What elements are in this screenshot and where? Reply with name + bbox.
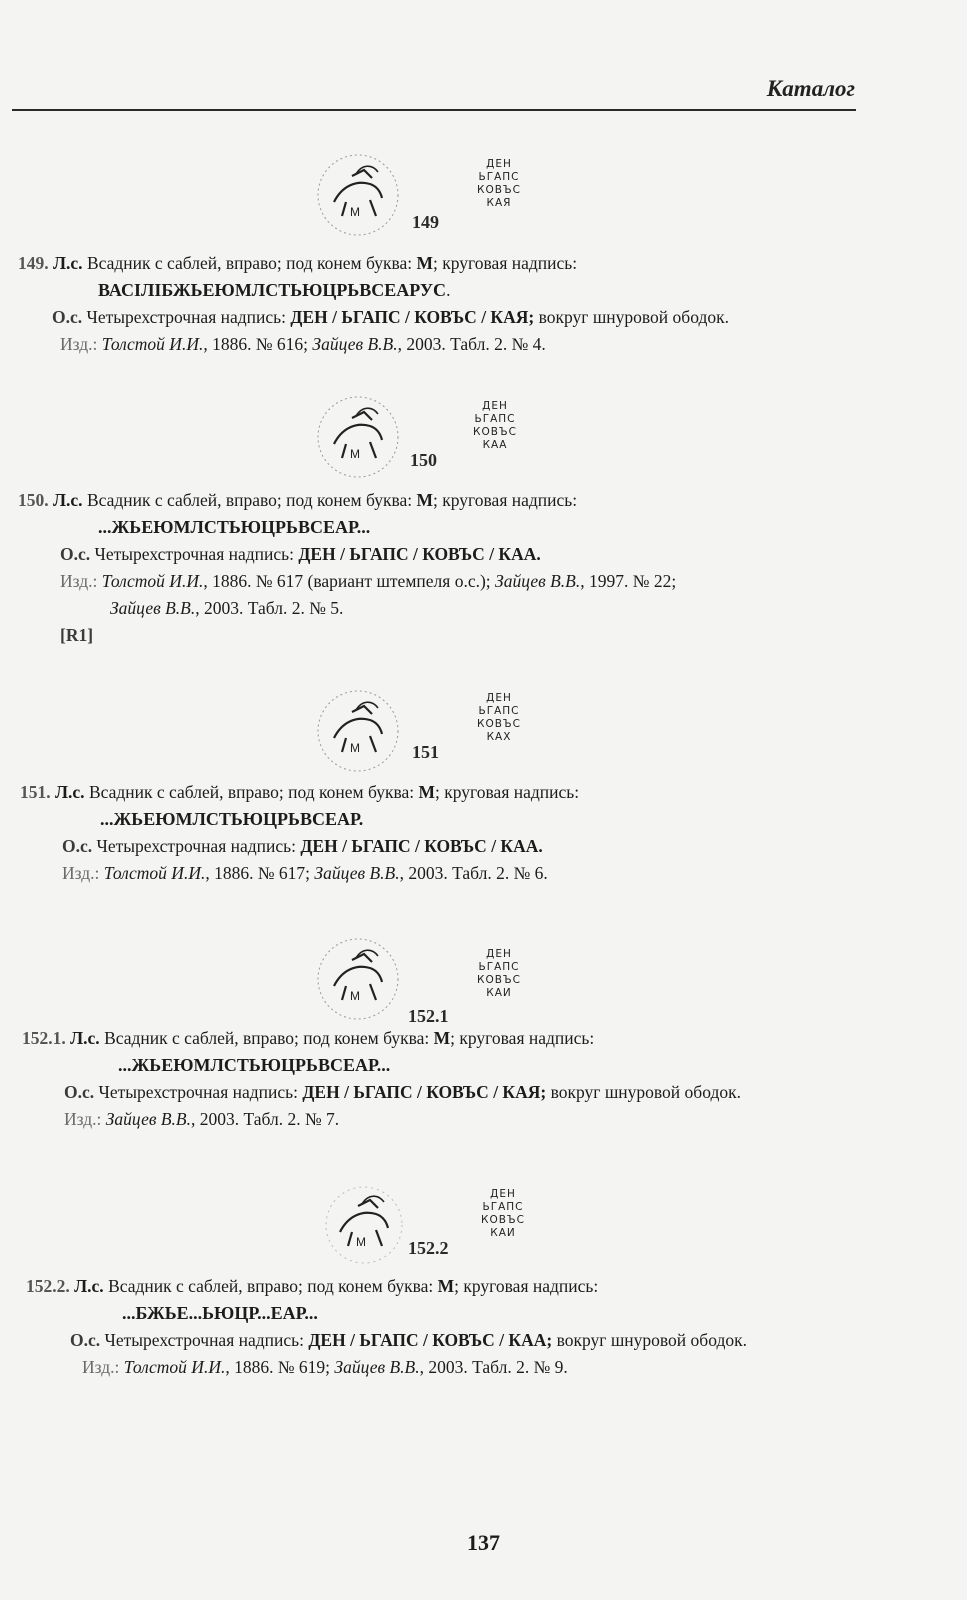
coin-reverse-line: ЬГАПС <box>482 1201 524 1213</box>
obverse-letter: М <box>433 1028 451 1048</box>
rarity-badge: [R1] <box>60 625 94 645</box>
obverse-letter: М <box>418 782 436 802</box>
reference-details: , 2003. Табл. 2. № 7. <box>190 1109 340 1129</box>
figure-number: 149 <box>412 212 439 232</box>
obverse-label: Л.с. <box>70 1028 100 1048</box>
reference-details: , 1886. № 617 (вариант штемпеля о.с.); <box>203 571 496 591</box>
reverse-label: О.с. <box>64 1082 95 1102</box>
coin-obverse-drawing <box>312 150 404 240</box>
reference-details: , 2003. Табл. 2. № 6. <box>399 863 548 883</box>
obverse-description: Всадник с саблей, вправо; под конем буква: <box>82 253 417 273</box>
coin-reverse-drawing <box>460 400 530 452</box>
reverse-description-tail: вокруг шнуровой ободок. <box>534 307 729 327</box>
coin-reverse-drawing <box>464 158 534 210</box>
coin-reverse-line: ЬГАПС <box>478 961 520 973</box>
entry-rarity-line <box>18 622 676 649</box>
catalog-entry-150 <box>18 487 676 649</box>
obverse-label: Л.с. <box>53 253 83 273</box>
reference-author: Зайцев В.В. <box>312 334 398 354</box>
publication-label: Изд.: <box>82 1357 120 1377</box>
legend-text: ВАСІЛІБЖЬЕЮМЛСТЬЮЦРЬВСЕАРУС <box>98 280 447 300</box>
figure-number: 151 <box>412 742 439 762</box>
reference-author: Зайцев В.В. <box>110 598 196 618</box>
coin-obverse-drawing <box>318 1180 410 1270</box>
legend-text: ...БЖЬЕ...ЬЮЦР...ЕАР... <box>122 1303 318 1323</box>
coin-obverse-drawing <box>312 392 404 482</box>
entry-reverse-line <box>18 304 729 331</box>
reference-author: Толстой И.И. <box>101 334 204 354</box>
entry-legend-line <box>26 1300 747 1327</box>
page-number: 137 <box>467 1530 500 1555</box>
svg-text:M: M <box>350 447 360 461</box>
coin-obverse-drawing <box>312 934 404 1024</box>
coin-reverse-line: ДЕН <box>486 692 512 704</box>
legend-text: ...ЖЬЕЮМЛСТЬЮЦРЬВСЕАР... <box>98 517 371 537</box>
obverse-letter: М <box>416 490 434 510</box>
figure-number: 150 <box>410 450 437 470</box>
publication-label: Изд.: <box>62 863 100 883</box>
entry-publication-line <box>20 860 579 887</box>
coin-figure-149 <box>312 150 542 240</box>
coin-figure-150 <box>312 392 542 482</box>
coin-reverse-line: КОВЪС <box>477 184 521 196</box>
coin-reverse-drawing <box>464 692 534 744</box>
obverse-description-tail: ; круговая надпись: <box>435 782 580 802</box>
reference-author: Толстой И.И. <box>103 863 206 883</box>
reference-author: Зайцев В.В. <box>334 1357 420 1377</box>
obverse-description: Всадник с саблей, вправо; под конем буква: <box>103 1276 438 1296</box>
obverse-description-tail: ; круговая надпись: <box>450 1028 595 1048</box>
reverse-label: О.с. <box>52 307 83 327</box>
reverse-description: Четырехстрочная надпись: <box>94 1082 303 1102</box>
reverse-label: О.с. <box>62 836 93 856</box>
entry-obverse-line <box>20 779 579 806</box>
obverse-letter: М <box>437 1276 455 1296</box>
entry-legend-line <box>18 277 729 304</box>
reference-author: Зайцев В.В. <box>105 1109 191 1129</box>
coin-reverse-line: КОВЪС <box>477 718 521 730</box>
entry-obverse-line <box>22 1025 741 1052</box>
coin-reverse-line: КАЯ <box>486 197 512 209</box>
reverse-inscription: ДЕН / ЬГАПС / КОВЪС / КАА. <box>300 836 543 856</box>
reverse-description: Четырехстрочная надпись: <box>100 1330 309 1350</box>
catalog-entry-151 <box>20 779 579 887</box>
reverse-inscription: ДЕН / ЬГАПС / КОВЪС / КАЯ; <box>302 1082 547 1102</box>
reference-author: Толстой И.И. <box>101 571 204 591</box>
entry-publication-line <box>26 1354 747 1381</box>
coin-obverse-drawing <box>312 686 404 776</box>
entry-number: 152.1. <box>22 1028 66 1048</box>
coin-reverse-line: КОВЪС <box>473 426 517 438</box>
coin-reverse-line: КАИ <box>486 987 512 999</box>
reverse-description-tail: вокруг шнуровой ободок. <box>552 1330 747 1350</box>
entry-publication-line <box>18 568 676 595</box>
coin-reverse-line: ЬГАПС <box>474 413 516 425</box>
entry-legend-line <box>20 806 579 833</box>
coin-reverse-line: ЬГАПС <box>478 171 520 183</box>
reverse-inscription: ДЕН / ЬГАПС / КОВЪС / КАЯ; <box>290 307 535 327</box>
coin-reverse-line: ДЕН <box>486 948 512 960</box>
reference-details: , 1997. № 22; <box>580 571 677 591</box>
obverse-label: Л.с. <box>74 1276 104 1296</box>
reference-author: Зайцев В.В. <box>314 863 400 883</box>
coin-reverse-line: ЬГАПС <box>478 705 520 717</box>
reverse-description: Четырехстрочная надпись: <box>82 307 291 327</box>
catalog-entry-152-2 <box>26 1273 747 1381</box>
legend-end: . <box>446 280 451 300</box>
entry-number: 152.2. <box>26 1276 70 1296</box>
reference-details: , 2003. Табл. 2. № 4. <box>397 334 546 354</box>
reference-details: , 2003. Табл. 2. № 5. <box>195 598 344 618</box>
coin-figure-151 <box>312 686 542 776</box>
header-rule <box>12 109 856 111</box>
coin-reverse-drawing <box>468 1188 538 1240</box>
reference-author: Толстой И.И. <box>123 1357 226 1377</box>
coin-reverse-line: КОВЪС <box>477 974 521 986</box>
reference-details: , 1886. № 617; <box>205 863 315 883</box>
entry-number: 149. <box>18 253 49 273</box>
entry-reverse-line <box>22 1079 741 1106</box>
obverse-label: Л.с. <box>53 490 83 510</box>
entry-reverse-line <box>20 833 579 860</box>
coin-reverse-line: КАИ <box>490 1227 516 1239</box>
coin-reverse-line: КОВЪС <box>481 1214 525 1226</box>
svg-text:M: M <box>350 741 360 755</box>
reference-details: , 2003. Табл. 2. № 9. <box>419 1357 568 1377</box>
legend-text: ...ЖЬЕЮМЛСТЬЮЦРЬВСЕАР... <box>118 1055 391 1075</box>
obverse-description: Всадник с саблей, вправо; под конем буква: <box>99 1028 434 1048</box>
reverse-label: О.с. <box>70 1330 101 1350</box>
entry-obverse-line <box>26 1273 747 1300</box>
reverse-description-tail: вокруг шнуровой ободок. <box>546 1082 741 1102</box>
reverse-inscription: ДЕН / ЬГАПС / КОВЪС / КАА; <box>308 1330 553 1350</box>
obverse-label: Л.с. <box>55 782 85 802</box>
obverse-letter: М <box>416 253 434 273</box>
entry-publication-continuation <box>18 595 676 622</box>
catalog-entry-152-1 <box>22 1025 741 1133</box>
coin-figure-152-1 <box>312 934 542 1024</box>
reverse-label: О.с. <box>60 544 91 564</box>
figure-number: 152.2 <box>408 1238 449 1258</box>
reverse-inscription: ДЕН / ЬГАПС / КОВЪС / КАА. <box>298 544 541 564</box>
page-header-title: Каталог <box>766 76 855 101</box>
publication-label: Изд.: <box>64 1109 102 1129</box>
coin-reverse-line: ДЕН <box>486 158 512 170</box>
reference-details: , 1886. № 616; <box>203 334 313 354</box>
coin-reverse-drawing <box>464 948 534 1000</box>
obverse-description-tail: ; круговая надпись: <box>433 253 578 273</box>
svg-text:M: M <box>356 1235 366 1249</box>
entry-number: 150. <box>18 490 49 510</box>
entry-legend-line <box>18 514 676 541</box>
svg-text:M: M <box>350 205 360 219</box>
svg-text:M: M <box>350 989 360 1003</box>
coin-reverse-line: ДЕН <box>490 1188 516 1200</box>
entry-reverse-line <box>26 1327 747 1354</box>
entry-legend-line <box>22 1052 741 1079</box>
reference-details: , 1886. № 619; <box>225 1357 335 1377</box>
entry-publication-line <box>18 331 729 358</box>
coin-reverse-line: КАХ <box>486 731 512 743</box>
legend-text: ...ЖЬЕЮМЛСТЬЮЦРЬВСЕАР. <box>100 809 364 829</box>
obverse-description: Всадник с саблей, вправо; под конем буква: <box>82 490 417 510</box>
publication-label: Изд.: <box>60 334 98 354</box>
coin-figure-152-2 <box>318 1180 548 1270</box>
obverse-description: Всадник с саблей, вправо; под конем буква: <box>84 782 419 802</box>
catalog-entry-149 <box>18 250 729 358</box>
entry-obverse-line <box>18 487 676 514</box>
entry-reverse-line <box>18 541 676 568</box>
entry-publication-line <box>22 1106 741 1133</box>
entry-obverse-line <box>18 250 729 277</box>
publication-label: Изд.: <box>60 571 98 591</box>
reverse-description: Четырехстрочная надпись: <box>92 836 301 856</box>
figure-number: 152.1 <box>408 1006 449 1026</box>
reference-author: Зайцев В.В. <box>495 571 581 591</box>
coin-reverse-line: ДЕН <box>482 400 508 412</box>
coin-reverse-line: КАА <box>482 439 508 451</box>
entry-number: 151. <box>20 782 51 802</box>
reverse-description: Четырехстрочная надпись: <box>90 544 299 564</box>
obverse-description-tail: ; круговая надпись: <box>454 1276 599 1296</box>
obverse-description-tail: ; круговая надпись: <box>433 490 578 510</box>
